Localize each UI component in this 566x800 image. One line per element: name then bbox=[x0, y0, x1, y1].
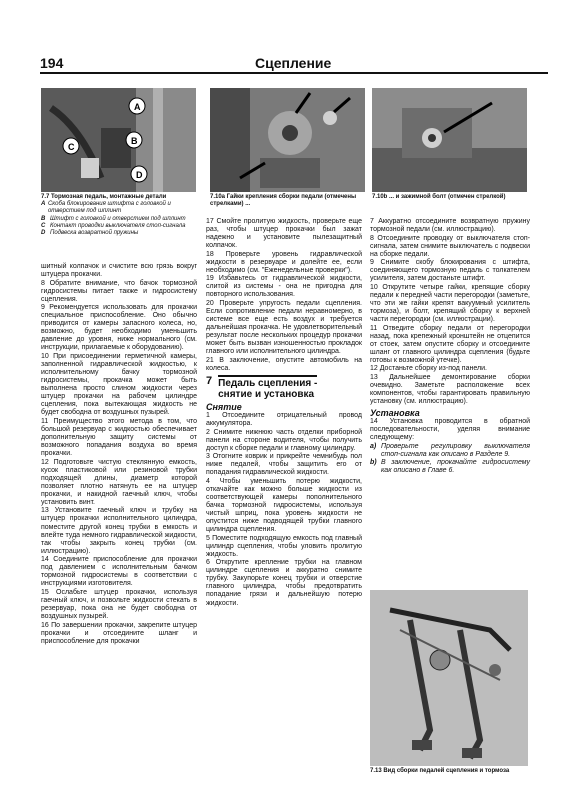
paragraph: 9 Снимите скобу блокирования с штифта, соединяющего тормозную педаль с толкателем усилителя, затем достаньте штифт. bbox=[370, 259, 530, 283]
list-item bbox=[370, 459, 530, 475]
section-heading bbox=[206, 375, 362, 400]
page-title: Сцепление bbox=[255, 55, 332, 71]
caption-item bbox=[41, 201, 201, 215]
svg-text:D: D bbox=[136, 170, 143, 180]
paragraph: 10 При присоединении герметичной камеры, заполненной гидравлической жидкостью, к исполнительному бачку тормозной гидросистемы, прокачка может быть выполнена просто слином жидкости через штуцер прокачки на рабочем цилиндре сцепления, пока вытекающая жидкость не будет свободна от воздушных пузырей. bbox=[41, 353, 197, 417]
text-column-3 bbox=[370, 218, 530, 475]
section-title-line: Педаль сцепления - bbox=[218, 377, 318, 389]
paragraph: 14 Соедините приспособление для прокачки под давлением с исполнительным бачком тормозной гидросистемы в соответствии с инструкциями изготовителя. bbox=[41, 556, 197, 588]
paragraph: 11 Отведите сборку педали от перегородки назад, пока крепежный кронштейн не отцепится от стоек, затем опустите сборку и отсоедините шланг от главного цилиндра сцепления (будьте готовы к возможной утечке). bbox=[370, 324, 530, 364]
removal-heading: Снятие bbox=[206, 401, 242, 412]
paragraph: 14 Установка проводится в обратной последовательности, уделяя внимание следующему: bbox=[370, 418, 530, 442]
paragraph: 12 Подготовьте чистую стеклянную емкость, кусок пластиковой или резиновой трубки подходящей длины, диаметр которой позволяет плотно натянуть ее на штуцер прокачки, и накидной гаечный ключ, чтобы установить винт. bbox=[41, 458, 197, 506]
caption-fig-7-10a: 7.10a Гайки крепления сборки педали (отмечены стрелками) ... bbox=[210, 194, 357, 208]
text-column-1 bbox=[41, 263, 197, 646]
paragraph: 6 Открутите крепление трубки на главном цилиндре сцепления и аккуратно снимите трубку. Закупорьте конец трубки и отверстие главного цилиндра, чтобы предотвратить попадание грязи и дальнейшую потерю жидкости. bbox=[206, 559, 362, 607]
caption-text: Контакт проводки выключателя стоп-сигнала bbox=[50, 222, 186, 229]
caption-text: Подвеска возвратной пружины bbox=[50, 230, 139, 237]
caption-fig-7-13: 7.13 Вид сборки педалей сцепления и тормоза bbox=[370, 768, 510, 774]
photo-pedal-nuts bbox=[210, 88, 365, 192]
caption-item bbox=[41, 230, 201, 237]
paragraph: 2 Снимите нижнюю часть отделки приборной панели на стороне водителя, чтобы получить доступ к сборке педали и главному цилиндру. bbox=[206, 428, 362, 452]
paragraph: 19 Избавьтесь от гидравлической жидкости, слитой из системы - она не пригодна для повторного использования. bbox=[206, 275, 362, 299]
section-title-line: снятие и установка bbox=[218, 388, 315, 400]
section-title bbox=[218, 375, 317, 400]
list-key: b) bbox=[370, 458, 377, 466]
paragraph: 7 Аккуратно отсоедините возвратную пружину тормозной педали (см. иллюстрацию). bbox=[370, 218, 530, 234]
paragraph: 17 Смойте пролитую жидкость, проверьте еще раз, чтобы штуцер прокачки был зажат надежно и установите пылезащитный колпачок. bbox=[206, 218, 362, 250]
caption-item bbox=[41, 216, 201, 223]
paragraph: 1 Отсоедините отрицательный провод аккумулятора. bbox=[206, 411, 362, 427]
paragraph: 5 Поместите подходящую емкость под главный цилиндр сцепления, чтобы уловить пролитую жидкость. bbox=[206, 534, 362, 558]
paragraph: 13 Установите гаечный ключ и трубку на штуцер прокачки исполнительного цилиндра, поместите другой конец трубки в емкость и влейте туда немного гидравлической жидкости, так чтобы закрыть конец трубки (см. иллюстрацию). bbox=[41, 507, 197, 555]
paragraph: 8 Обратите внимание, что бачок тормозной гидросистемы питает также и гидросистему сцепления. bbox=[41, 279, 197, 303]
page-number: 194 bbox=[40, 55, 64, 71]
caption-key: C bbox=[41, 222, 46, 229]
caption-text: Скоба блокирования штифта с головкой и отверстием под шплинт bbox=[47, 201, 171, 215]
caption-item bbox=[41, 223, 201, 230]
paragraph: 18 Проверьте уровень гидравлической жидкости в резервуаре и долейте ее, если необходимо (см. "Еженедельные проверки"). bbox=[206, 250, 362, 274]
text-column-2 bbox=[206, 218, 362, 608]
caption-key: B bbox=[41, 215, 46, 222]
paragraph: 16 По завершении прокачки, закрепите штуцер прокачки и отсоедините шланг и приспособление для прокачки bbox=[41, 621, 197, 645]
install-heading: Установка bbox=[370, 408, 420, 419]
section-number: 7 bbox=[206, 374, 213, 387]
paragraph: 15 Ослабьте штуцер прокачки, используя гаечный ключ, и позвольте жидкости стекать в резервуар, пока она не будет свободна от воздушных пузырей. bbox=[41, 588, 197, 621]
list-item bbox=[370, 443, 530, 459]
paragraph: 4 Чтобы уменьшить потерю жидкости, откачайте как можно больше жидкости из соответствующей камеры пополнительного бачка тормозной гидросистемы, используя чистый шприц, пока уровень жидкости не опустится ниже подводящей трубки главного цилиндра сцепления. bbox=[206, 477, 362, 534]
list-text: Проверьте регулировку выключателя стоп-сигнала как описано в Разделе 9. bbox=[381, 442, 530, 458]
paragraph: 11 Преимущество этого метода в том, что большой резервуар с жидкостью обеспечивает дополнительную защиту системы от возможного попадания воздуха во время прокачки. bbox=[41, 417, 197, 458]
paragraph: 10 Открутите четыре гайки, крепящие сборку педали к передней части перегородки (заметьте, что эти же гайки крепят вакуумный усилитель тормоза), и болт, крепящий сборку к верхней части перегородки (см. иллюстрации). bbox=[370, 283, 530, 324]
caption-title: 7.7 Тормозная педаль, монтажные детали bbox=[41, 194, 167, 200]
list-key: a) bbox=[370, 442, 377, 450]
photo-pedal-assembly bbox=[370, 590, 528, 766]
photo-brake-pedal bbox=[41, 88, 196, 192]
caption-key: A bbox=[41, 201, 46, 208]
header-rule bbox=[40, 72, 548, 74]
paragraph: 21 В заключение, опустите автомобиль на колеса. bbox=[206, 356, 362, 372]
svg-text:B: B bbox=[131, 136, 138, 146]
paragraph: 3 Отогните коврик и прикрейте чемнибудь пол ниже педалей, чтобы защитить его от попадания гидравлической жидкости. bbox=[206, 453, 362, 477]
paragraph: шитный колпачок и счистите всю грязь вокруг штуцера прокачки. bbox=[41, 263, 197, 279]
paragraph: 9 Рекомендуется использовать для прокачки специальное приспособление. Оно обычно приводится от камеры запасного колеса, но, возможно, будет необходимо уменьшить давление до уровня, ниже нормального (см. инструкции, прилагаемые к оборудованию). bbox=[41, 304, 197, 352]
caption-fig-7-7 bbox=[41, 194, 201, 237]
svg-text:A: A bbox=[134, 102, 141, 112]
paragraph: 8 Отсоедините проводку от выключателя стоп-сигнала, затем снимите выключатель с подвески на сборке педали. bbox=[370, 234, 530, 258]
paragraph: 20 Проверьте упругость педали сцепления. Если сопротивление педали неравномерно, в системе все еще есть воздух и требуется дальнейшая прокачка. Не удовлетворительный результат после нескольких процедур прокачки может быть вызван изношенностью прокладок главного или исполнительного цилиндра. bbox=[206, 299, 362, 356]
photo-clamp-bolt bbox=[372, 88, 527, 192]
list-text: В заключение, прокачайте гидросистему как описано в Главе 6. bbox=[381, 458, 530, 474]
caption-key: D bbox=[41, 230, 46, 237]
paragraph: 13 Дальнейшее демонтирование сборки очевидно. Заметьте расположение всех компонентов, чтобы гарантировать правильную установку (см. иллюстрацию). bbox=[370, 373, 530, 406]
paragraph: 12 Достаньте сборку из-под панели. bbox=[370, 365, 487, 373]
caption-fig-7-10b: 7.10b ... и зажимной болт (отмечен стрелкой) bbox=[372, 194, 506, 200]
svg-text:C: C bbox=[68, 142, 75, 152]
caption-text: Штифт с головкой и отверстием под шплинт bbox=[50, 215, 186, 222]
